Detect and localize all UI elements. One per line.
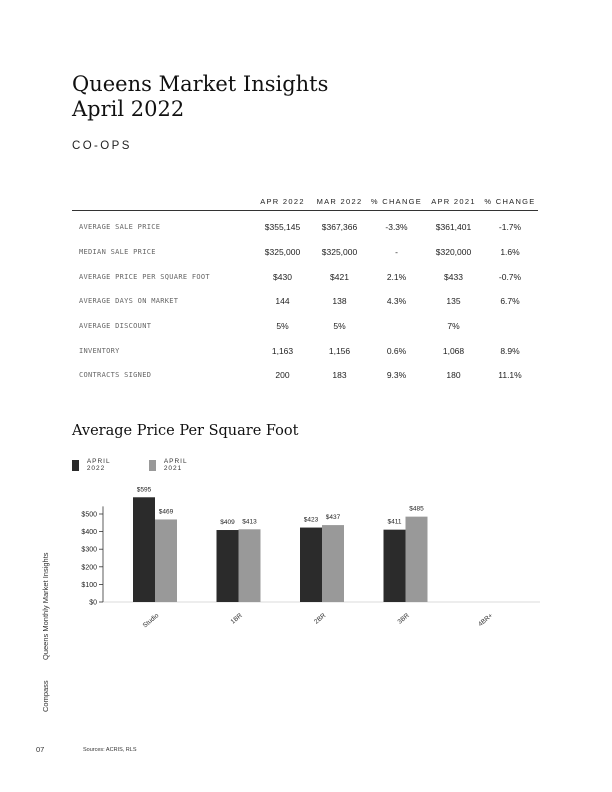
table-cell: 1.6% <box>500 247 520 258</box>
bar-april-2021 <box>155 519 177 602</box>
bar-april-2022 <box>217 530 239 602</box>
table-cell: 9.3% <box>386 370 407 381</box>
page-number: 07 <box>36 745 45 754</box>
page-title-line-2: April 2022 <box>72 97 185 121</box>
table-cell: -3.3% <box>385 222 408 233</box>
table-cell: 1,163 <box>271 345 294 356</box>
metric-label: INVENTORY <box>79 346 120 355</box>
table-cell: - <box>395 247 398 258</box>
table-cell: $421 <box>330 271 349 282</box>
table-cell: 144 <box>275 296 290 307</box>
bar-april-2022 <box>133 497 155 602</box>
table-header-cell: % CHANGE <box>368 192 425 211</box>
bar-april-2021 <box>322 525 344 602</box>
y-tick-label: $200 <box>81 564 97 572</box>
table-header-cell: % CHANGE <box>482 192 538 211</box>
table-cell: 1,068 <box>442 345 465 356</box>
table-cell: 5% <box>276 321 289 332</box>
chart-title: Average Price Per Square Foot <box>72 423 299 439</box>
table-cell: 180 <box>446 370 461 381</box>
metric-label: AVERAGE DAYS ON MARKET <box>79 297 179 306</box>
table-cell: $361,401 <box>435 222 472 233</box>
table-cell: 138 <box>332 296 347 307</box>
table-cell: $320,000 <box>435 247 472 258</box>
legend-label: APRIL 2022 <box>86 458 111 472</box>
bar-april-2022 <box>300 528 322 602</box>
table-cell: 1,156 <box>328 345 351 356</box>
metric-label: CONTRACTS SIGNED <box>79 371 152 380</box>
page-title-line-1: Queens Market Insights <box>72 72 329 96</box>
section-label: CO-OPS <box>72 140 132 152</box>
table-cell: 200 <box>275 370 290 381</box>
bar-data-label: $411 <box>387 518 402 526</box>
table-cell: $430 <box>273 271 292 282</box>
bar-april-2021 <box>239 529 261 602</box>
bar-data-label: $413 <box>242 518 257 526</box>
table-cell: -1.7% <box>498 222 522 233</box>
table-cell: $325,000 <box>321 247 358 258</box>
table-header-cell: APR 2022 <box>254 192 311 211</box>
sidebar-brand: Compass <box>41 680 50 712</box>
y-tick-label: $400 <box>81 529 97 537</box>
sidebar-publication-title: Queens Monthly Market Insights <box>41 552 50 660</box>
table-cell: 8.9% <box>500 345 520 356</box>
table-cell: $433 <box>444 271 463 282</box>
table-cell: 11.1% <box>498 370 522 381</box>
sources-note: Sources: ACRIS, RLS <box>83 747 137 753</box>
table-cell: 2.1% <box>386 271 407 282</box>
table-cell: $367,366 <box>321 222 358 233</box>
metric-label: AVERAGE PRICE PER SQUARE FOOT <box>79 272 210 281</box>
table-cell: 135 <box>446 296 461 307</box>
metric-label: AVERAGE DISCOUNT <box>79 322 152 331</box>
bar-data-label: $437 <box>325 514 341 522</box>
bar-april-2022 <box>384 530 406 602</box>
table-cell: 5% <box>333 321 346 332</box>
bar-data-label: $469 <box>158 508 174 516</box>
table-header-cell: MAR 2022 <box>311 192 368 211</box>
table-cell: 0.6% <box>386 345 407 356</box>
table-cell: 183 <box>332 370 347 381</box>
x-tick-label: 2BR <box>313 612 328 626</box>
y-tick-label: $300 <box>81 546 97 554</box>
x-tick-label: 1BR <box>229 612 244 626</box>
bar-data-label: $595 <box>136 486 152 494</box>
bar-data-label: $485 <box>409 505 424 513</box>
table-cell: -0.7% <box>498 271 522 282</box>
table-cell: 6.7% <box>500 296 520 307</box>
x-tick-label: 4BR+ <box>477 612 495 629</box>
table-cell: $355,145 <box>264 222 301 233</box>
table-header-cell: APR 2021 <box>425 192 482 211</box>
table-cell: 7% <box>447 321 460 332</box>
table-cell: $325,000 <box>264 247 301 258</box>
bar-data-label: $423 <box>303 516 319 524</box>
y-tick-label: $500 <box>81 511 97 519</box>
bar-april-2021 <box>406 517 428 602</box>
x-tick-label: Studio <box>141 612 161 630</box>
bar-data-label: $409 <box>220 519 235 527</box>
metric-label: AVERAGE SALE PRICE <box>79 223 161 232</box>
y-tick-label: $0 <box>89 599 97 607</box>
metric-label: MEDIAN SALE PRICE <box>79 248 156 257</box>
legend-label: APRIL 2021 <box>163 458 188 472</box>
y-tick-label: $100 <box>81 581 97 589</box>
table-cell: 4.3% <box>386 296 407 307</box>
x-tick-label: 3BR <box>396 612 411 626</box>
